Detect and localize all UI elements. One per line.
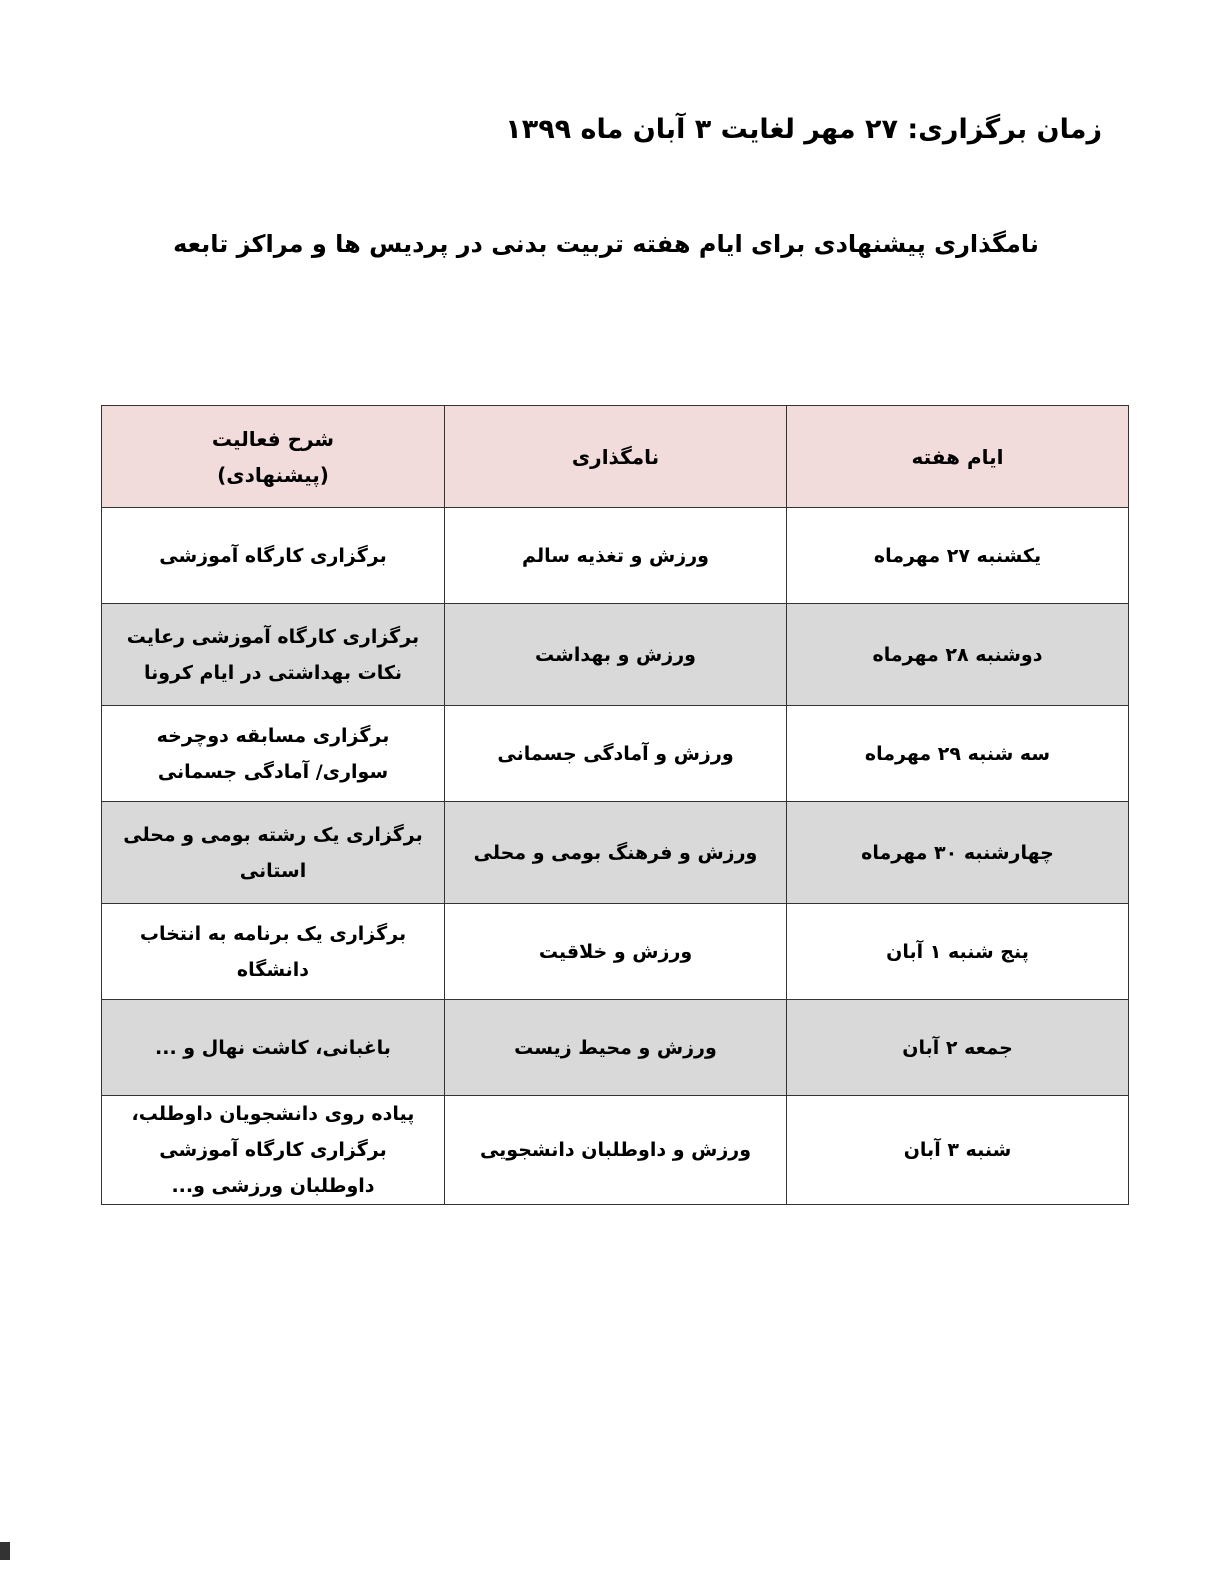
cell-description-text: باغبانی، کاشت نهال و ... (155, 1036, 391, 1059)
schedule-table (101, 405, 1129, 1205)
event-date-line: زمان برگزاری: ۲۷ مهر لغایت ۳ آبان ماه ۱۳۹۹ (505, 114, 1102, 145)
cell-naming: ورزش و بهداشت (445, 604, 787, 706)
cell-description (102, 1096, 445, 1205)
cell-description (102, 1000, 445, 1096)
cell-day: چهارشنبه ۳۰ مهرماه (787, 802, 1129, 904)
cell-naming: ورزش و آمادگی جسمانی (445, 706, 787, 802)
header-naming: نامگذاری (445, 406, 787, 508)
table-header-row (102, 406, 1129, 508)
table-row (102, 904, 1129, 1000)
cell-description-text: برگزاری کارگاه آموزشی رعایت نکات بهداشتی در ایام کرونا (126, 625, 420, 684)
header-days-of-week: ایام هفته (787, 406, 1129, 508)
header-activity-description (102, 406, 445, 508)
header-activity-line2: (پیشنهادی) (217, 462, 329, 487)
cell-naming: ورزش و داوطلبان دانشجویی (445, 1096, 787, 1205)
cell-day: شنبه ۳ آبان (787, 1096, 1129, 1205)
table-row (102, 1096, 1129, 1205)
cell-description-text: برگزاری یک رشته بومی و محلی استانی (123, 823, 423, 882)
table-row (102, 1000, 1129, 1096)
cell-description-text: برگزاری یک برنامه به انتخاب دانشگاه (139, 922, 407, 981)
cell-description-text: برگزاری کارگاه آموزشی (159, 544, 387, 567)
cell-description (102, 508, 445, 604)
cell-description (102, 904, 445, 1000)
cell-naming: ورزش و فرهنگ بومی و محلی (445, 802, 787, 904)
cell-description-text: برگزاری مسابقه دوچرخه سواری/ آمادگی جسمانی (156, 724, 390, 783)
table-row (102, 706, 1129, 802)
table-row (102, 802, 1129, 904)
cell-day: دوشنبه ۲۸ مهرماه (787, 604, 1129, 706)
header-activity-line1: شرح فعالیت (211, 426, 335, 451)
cell-day: سه شنبه ۲۹ مهرماه (787, 706, 1129, 802)
cell-day: جمعه ۲ آبان (787, 1000, 1129, 1096)
cell-description-text: پیاده روی دانشجویان داوطلب، برگزاری کارگاه آموزشی داوطلبان ورزشی و... (131, 1103, 415, 1197)
cell-day: یکشنبه ۲۷ مهرماه (787, 508, 1129, 604)
table-row (102, 508, 1129, 604)
page-corner-mark (0, 1542, 10, 1560)
cell-naming: ورزش و خلاقیت (445, 904, 787, 1000)
cell-description (102, 706, 445, 802)
cell-day: پنج شنبه ۱ آبان (787, 904, 1129, 1000)
cell-description (102, 604, 445, 706)
document-title: نامگذاری پیشنهادی برای ایام هفته تربیت بدنی در پردیس ها و مراکز تابعه (173, 230, 1039, 258)
cell-naming: ورزش و محیط زیست (445, 1000, 787, 1096)
cell-description (102, 802, 445, 904)
cell-naming: ورزش و تغذیه سالم (445, 508, 787, 604)
table-row (102, 604, 1129, 706)
